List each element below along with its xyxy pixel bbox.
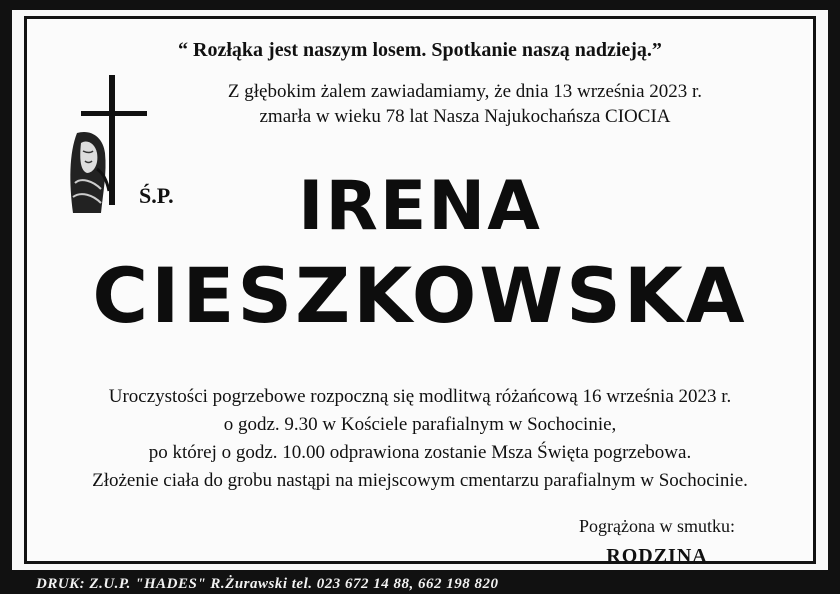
deceased-last-name: CIESZKOWSKA: [92, 251, 748, 340]
ceremony-line: Złożenie ciała do grobu nastąpi na miejscowym cmentarzu parafialnym w Sochocinie.: [92, 470, 748, 491]
epitaph-quote: “ Rozłąka jest naszym losem. Spotkanie naszą nadzieją.”: [178, 39, 662, 61]
ceremony-details: [47, 383, 793, 495]
deceased-first-name: IRENA: [298, 167, 542, 246]
ceremony-line: o godz. 9.30 w Kościele parafialnym w Sochocinie,: [223, 414, 617, 435]
notice-panel: [24, 16, 816, 567]
ceremony-line: po której o godz. 10.00 odprawiona zostanie Msza Święta pogrzebowa.: [148, 442, 692, 463]
mourning-label: Pogrążona w smutku:: [579, 516, 735, 536]
family-signature: RODZINA: [606, 545, 708, 567]
announcement-line: Z głębokim żalem zawiadamiamy, że dnia 13 września 2023 r.: [227, 81, 703, 102]
ceremony-line: Uroczystości pogrzebowe rozpoczną się modlitwą różańcową 16 września 2023 r.: [108, 386, 732, 407]
announcement-line: zmarła w wieku 78 lat Nasza Najukochańsza CIOCIA: [259, 106, 671, 127]
sp-abbreviation: Ś.P.: [139, 183, 174, 208]
announcement: [147, 79, 783, 129]
printer-footer: DRUK: Z.U.P. "HADES" R.Żurawski tel. 023 672 14 88, 662 198 820: [36, 576, 499, 592]
